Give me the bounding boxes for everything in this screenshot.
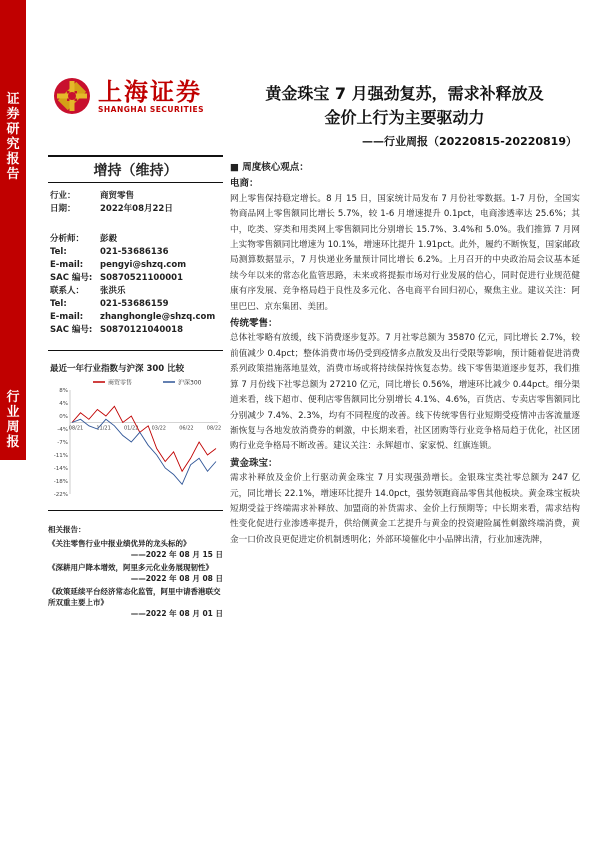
meta-key: Tel:	[50, 299, 67, 309]
key-points-heading: ■ 周度核心观点：	[230, 162, 309, 173]
main-body	[230, 160, 580, 548]
x-tick-label: 08/21	[68, 425, 84, 432]
traditional-retail-heading: 传统零售：	[230, 318, 278, 330]
chart-bottom-rule	[48, 510, 223, 511]
meta-key: 分析师：	[50, 234, 85, 244]
y-tick-label: 4%	[59, 401, 68, 407]
report-title	[232, 82, 577, 130]
related-item[interactable]	[48, 562, 223, 584]
y-tick-label: -14%	[53, 466, 68, 472]
sidebar-bottom-label: 行业周报	[6, 390, 20, 450]
traditional-retail-paragraph: 总体社零略有放缓，线下消费逐步复苏。7 月社零总额为 35870 亿元，同比增长 2.7%，较前值减少 0.4pct；整体消费市场仍受到疫情多点散发及出行受限等影响，预计随着促进消费系列政策措施落地显效，消费市场或将持续保持恢复态势。线下零售渠道逐步复苏，我们推算 7 月份线下社零总额为 27210 亿元，同比增长 0.56%，增速环比减少 0.44pct。细分渠道来看，线下超市、便利店零售额同比分别增长 4.1%、4.6%，百货店、专卖店零售额同比分别减少 7.4%、2.3%，均有不同程度的改善。线下传统零售行业短期受疫情冲击客流量逐渐恢复与各地发放消费券的刺激，中长期来看，社区团购等行业竞争格局趋于优化，社区团购行业竞争格局不断改善。建议关注：永辉超市、家家悦、红旗连锁。	[230, 333, 580, 452]
legend-label: 沪深300	[178, 379, 202, 387]
meta-key: 行业：	[50, 191, 76, 201]
title-line-1: 黄金珠宝 7 月强劲复苏，需求补释放及	[265, 84, 544, 103]
related-reports	[48, 524, 223, 621]
meta-key: E-mail:	[50, 312, 84, 322]
rating-bottom-rule	[48, 182, 223, 183]
industry-vs-hs300-chart	[48, 376, 223, 501]
x-tick-label: 08/22	[206, 425, 222, 432]
related-title[interactable]: 《深耕用户降本增效，阿里多元化业务展现韧性》	[48, 563, 213, 572]
analyst-value: 彭毅	[100, 234, 118, 244]
meta-block-1	[50, 190, 225, 216]
related-item[interactable]	[48, 586, 223, 619]
meta-key: Tel:	[50, 247, 67, 257]
meta-block-2	[50, 233, 225, 337]
related-date: ——2022 年 08 月 01 日	[130, 609, 223, 618]
logo-text-en: SHANGHAI SECURITIES	[98, 104, 205, 114]
logo-emblem-icon	[52, 76, 92, 116]
legend-label: 商贸零售	[108, 379, 133, 387]
related-item[interactable]	[48, 538, 223, 560]
sidebar-top-label: 证券研究报告	[6, 92, 20, 182]
x-tick-label: 11/21	[96, 425, 111, 432]
meta-key: 日期：	[50, 204, 76, 214]
email2-value[interactable]: zhanghongle@shzq.com	[100, 312, 216, 322]
report-subtitle: ——行业周报（20220815-20220819）	[361, 135, 577, 148]
related-date: ——2022 年 08 月 08 日	[130, 574, 223, 583]
y-tick-label: 0%	[59, 414, 68, 420]
meta-bottom-rule	[48, 350, 223, 351]
company-logo	[52, 76, 204, 116]
chart-title: 最近一年行业指数与沪深 300 比较	[50, 364, 185, 374]
logo-text-cn: 上海证券	[98, 77, 202, 106]
y-tick-label: -18%	[53, 479, 68, 485]
rating: 增持（维持）	[93, 163, 178, 179]
meta-key: SAC 编号:	[50, 273, 93, 283]
y-tick-label: -11%	[53, 453, 68, 459]
email1-value[interactable]: pengyi@shzq.com	[100, 260, 187, 270]
jewelry-paragraph: 需求补释放及金价上行驱动黄金珠宝 7 月实现强劲增长。金银珠宝类社零总额为 247 亿元，同比增长 22.1%，增速环比提升 14.0pct，强势领跑商品零售其他板块。黄金珠宝板块短期受益于终端需求补释放、加盟商的补货需求、金价上行预期等；中长期来看，需求结构性变化促进行业渗透率提升，供给侧黄金工艺提升与黄金的投资避险属性刺激终端消费，黄金一口价改良更促进定价机制透明化；外部环境催化中小品牌出清，行业加速洗牌，	[230, 473, 580, 545]
date-value: 2022年08月22日	[100, 204, 173, 214]
sac1-value: S0870521100001	[100, 273, 184, 283]
contact-value: 张洪乐	[100, 286, 126, 296]
related-title[interactable]: 《政策延续平台经济常态化监管，阿里中请香港联交所双重主要上市》	[48, 587, 221, 607]
x-tick-label: 03/22	[151, 425, 167, 432]
rating-top-rule	[48, 155, 223, 157]
y-tick-label: -4%	[57, 427, 68, 433]
meta-key: 联系人：	[50, 286, 85, 296]
jewelry-heading: 黄金珠宝：	[230, 457, 278, 469]
y-tick-label: 8%	[59, 388, 68, 394]
meta-key: SAC 编号:	[50, 325, 93, 335]
y-tick-label: -7%	[57, 440, 68, 446]
sac2-value: S0870121040018	[100, 325, 184, 335]
x-tick-label: 06/22	[179, 425, 194, 432]
industry-value: 商贸零售	[100, 191, 135, 201]
sidebar-top-band	[0, 0, 26, 310]
meta-key: E-mail:	[50, 260, 84, 270]
tel2-value: 021-53686159	[100, 299, 169, 309]
related-head: 相关报告：	[48, 525, 86, 534]
x-tick-label: 01/22	[123, 425, 139, 432]
related-date: ——2022 年 08 月 15 日	[130, 550, 223, 559]
tel1-value: 021-53686136	[100, 247, 169, 257]
sidebar-bottom-band	[0, 310, 26, 460]
ecommerce-paragraph: 网上零售保持稳定增长。8 月 15 日，国家统计局发布 7 月份社零数据。1-7 月份，全国实物商品网上零售额同比增长 5.7%，较 1-6 月增速提升 0.1pct，电商渗透率达 25.6%；其中，吃类、穿类和用类网上零售额同比分别增长 15.7%、3.4%和 5.0%。我们推算 7 月网上实物零售额同比增速为 10.1%，增速环比提升 1.91pct。此外，履约不断恢复，国家邮政局测算数据显示，7 月快递业务量预计同比增长 6.2%。上月召开的中央政治局会议基本延续今年以来的常态化监管思路，未来或将提振市场对行业发展的信心，同时促进行业规范健康有序发展、竞争格局趋于良性及多元化、各电商平台回归初心，聚焦主业。建议关注：阿里巴巴、京东集团、美团。	[230, 193, 580, 312]
y-tick-label: -22%	[53, 492, 68, 498]
ecommerce-heading: 电商：	[230, 178, 259, 190]
title-line-2: 金价上行为主要驱动力	[324, 108, 485, 127]
related-title[interactable]: 《关注零售行业中报业绩优异的龙头标的》	[48, 539, 191, 548]
